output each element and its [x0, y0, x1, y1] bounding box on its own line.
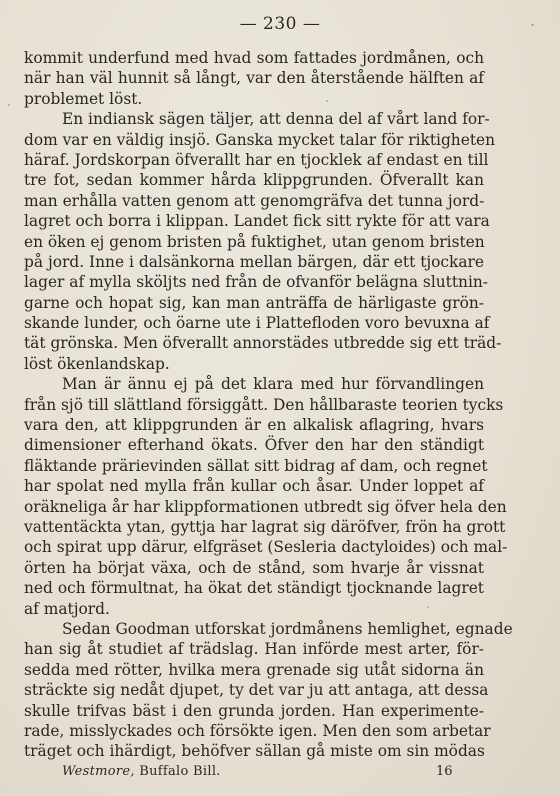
text-line: af matjord.: [24, 599, 110, 618]
text-line: dimensioner efterhand ökats. Öfver den har den ständigt: [24, 436, 484, 455]
text-line: problemet löst.: [24, 89, 143, 108]
text-line: på jord. Inne i dalsänkorna mellan bärgen, där ett tjockare: [24, 252, 484, 271]
text-line: lagret och borra i klippan. Landet fick sitt rykte för att vara: [24, 212, 490, 231]
text-line: dom var en väldig insjö. Ganska mycket talar för riktigheten: [24, 130, 496, 149]
text-line: han sig åt studiet af trädslag. Han införde mest arter, för-: [24, 640, 484, 659]
text-line: kommit underfund med hvad som fattades jordmånen, och: [24, 49, 484, 67]
text-line: löst ökenlandskap.: [24, 354, 170, 373]
text-line: örten ha börjat växa, och de stånd, som hvarje år vissnat: [24, 558, 484, 577]
text-line: Man är ännu ej på det klara med hur förvandlingen: [62, 375, 484, 394]
paper-speck: [8, 104, 10, 106]
text-line: vattentäckta ytan, gyttja har lagrat sig däröfver, frön ha grott: [24, 517, 506, 536]
text-line: och spirat upp därur, elfgräset (Sesleria dactyloides) och mal-: [24, 538, 508, 557]
page-number: — 230 —: [239, 14, 321, 34]
text-line: träget och ihärdigt, behöfver sällan gå miste om sin mödas: [24, 742, 485, 761]
footer-source: [62, 764, 221, 779]
text-line: har spolat ned mylla från kullar och åsar. Under loppet af: [24, 477, 484, 496]
footer-title: Buffalo Bill.: [139, 764, 221, 779]
paragraph: [24, 109, 502, 374]
paragraph: [24, 619, 513, 762]
text-line: tät grönska. Men öfverallt annorstädes utbredde sig ett träd-: [24, 334, 502, 353]
text-line: man erhålla vatten genom att genomgräfva det tunna jord-: [24, 191, 485, 210]
footer-publisher: Westmore,: [62, 764, 135, 779]
paper-speck: [326, 100, 328, 102]
text-line: garne och hopat sig, kan man anträffa de härligaste grön-: [24, 293, 484, 312]
text-line: sträckte sig nedåt djupet, ty det var ju att antaga, att dessa: [24, 681, 489, 700]
text-line: vara den, att klippgrunden är en alkalisk aflagring, hvars: [24, 416, 484, 435]
text-line: En indiansk sägen täljer, att denna del af vårt land for-: [62, 110, 490, 129]
text-line: Sedan Goodman utforskat jordmånens hemlighet, egnade: [62, 619, 513, 638]
text-line: sedda med rötter, hvilka mera grenade sig utåt sidorna än: [24, 660, 484, 679]
paper-speck: [531, 24, 534, 26]
text-line: häraf. Jordskorpan öfverallt har en tjocklek af endast en till: [24, 150, 489, 169]
page-footer: [62, 764, 462, 784]
text-line: från sjö till slättland försiggått. Den hållbaraste teorien tycks: [24, 395, 504, 414]
text-line: rade, misslyckades och försökte igen. Men den som arbetar: [24, 721, 491, 740]
text-line: fläktande prärievinden sällat sitt bidrag af dam, och regnet: [24, 456, 488, 475]
text-line: skulle trifvas bäst i den grunda jorden. Han experimente-: [24, 701, 484, 720]
text-line: ned och förmultnat, ha ökat det ständigt tjocknande lagret: [24, 579, 484, 598]
paragraph: [24, 374, 508, 619]
text-line: oräkneliga år har klippformationen utbredt sig öfver hela den: [24, 497, 507, 516]
body-text: [24, 48, 513, 762]
text-line: när han väl hunnit så långt, var den återstående hälften af: [24, 69, 484, 88]
paragraph: [24, 48, 484, 109]
text-line: en öken ej genom bristen på fuktighet, utan genom bristen: [24, 232, 485, 251]
text-line: tre fot, sedan kommer hårda klippgrunden. Öfverallt kan: [24, 171, 484, 190]
text-line: lager af mylla sköljts ned från de ofvanför belägna sluttnin-: [24, 273, 488, 292]
paper-speck: [427, 606, 429, 608]
text-line: skande lunder, och öarne ute i Plattefloden voro bevuxna af: [24, 314, 490, 333]
footer-signature-mark: 16: [436, 764, 453, 779]
